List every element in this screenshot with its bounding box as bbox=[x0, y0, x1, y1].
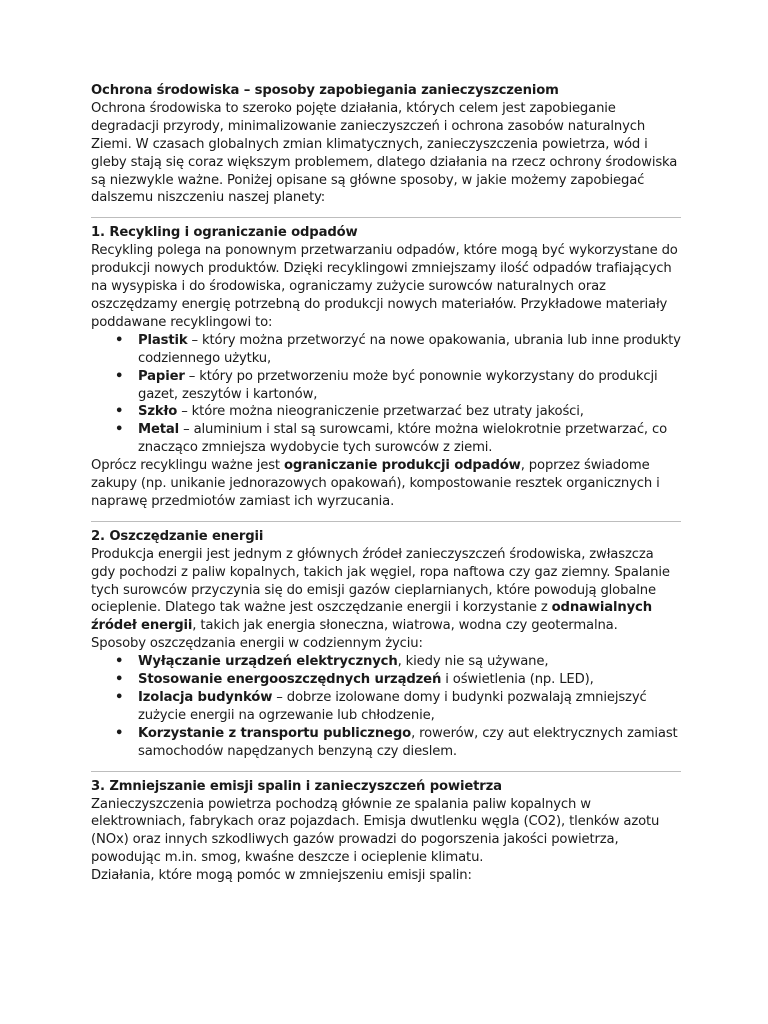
document-title: Ochrona środowiska – sposoby zapobiegania zanieczyszczeniom bbox=[91, 83, 559, 98]
list-item-text: – który można przetworzyć na nowe opakowania, ubrania lub inne produkty codziennego użytku, bbox=[138, 332, 681, 366]
section-divider bbox=[91, 771, 681, 772]
waste-reduction-paragraph bbox=[91, 457, 681, 511]
paragraph-text: , poprzez świadome zakupy (np. unikanie jednorazowych opakowań), kompostowanie resztek organicznych i naprawę przedmiotów zamiast ich wyrzucania. bbox=[91, 458, 660, 509]
recycling-paragraph: Recykling polega na ponownym przetwarzaniu odpadów, które mogą być wykorzystane do produkcji nowych produktów. Dzięki recyklingowi zmniejszamy ilość odpadów trafiających na wysypiska i do środowiska, ograniczamy zużycie surowców naturalnych oraz oszczędzamy energię potrzebną do produkcji nowych materiałów. Przykładowe materiały poddawane recyklingowi to: bbox=[91, 243, 678, 330]
section-heading-energy: 2. Oszczędzanie energii bbox=[91, 528, 264, 544]
list-item bbox=[138, 653, 681, 671]
list-item bbox=[138, 332, 681, 368]
list-item-text: , kiedy nie są używane, bbox=[397, 654, 549, 670]
intro-paragraph: Ochrona środowiska to szeroko pojęte działania, których celem jest zapobieganie degradacji przyrody, minimalizowanie zanieczyszczeń i ochrona zasobów naturalnych Ziemi. W czasach globalnych zmian klimatycznych, zanieczyszczenia powietrza, wód i gleby stają się coraz większym problemem, dlatego działania na rzecz ochrony środowiska są niezwykle ważne. Poniżej opisane są główne sposoby, w jakie możemy zapobiegać dalszemu niszczeniu naszej planety: bbox=[91, 100, 678, 206]
list-item-term: Stosowanie energooszczędnych urządzeń bbox=[138, 672, 442, 688]
list-item-term: Wyłączanie urządzeń elektrycznych bbox=[138, 654, 398, 670]
list-item-term: Metal bbox=[138, 422, 180, 438]
energy-saving-list bbox=[91, 653, 681, 760]
list-item-term: Papier bbox=[138, 368, 185, 384]
list-item bbox=[138, 689, 681, 725]
paragraph-text: Oprócz recyklingu ważne jest bbox=[91, 458, 284, 474]
recycling-materials-list bbox=[91, 332, 681, 457]
list-item bbox=[138, 368, 681, 404]
emphasis-text: odnawialnych źródeł energii bbox=[91, 600, 652, 634]
list-item-term: Izolacja budynków bbox=[138, 690, 273, 705]
list-item-text: – dobrze izolowane domy i budynki pozwalają zmniejszyć zużycie energii na ogrzewanie lub chłodzenie, bbox=[138, 690, 647, 723]
list-item-text: – które można nieograniczenie przetwarzać bez utraty jakości, bbox=[177, 404, 584, 420]
section-heading-recycling: 1. Recykling i ograniczanie odpadów bbox=[91, 225, 358, 241]
section-heading-emissions: 3. Zmniejszanie emisji spalin i zanieczyszczeń powietrza bbox=[91, 778, 502, 794]
document-page bbox=[91, 82, 681, 885]
paragraph-text: Produkcja energii jest jednym z głównych źródeł zanieczyszczeń środowiska, zwłaszcza gdy pochodzi z paliw kopalnych, takich jak węgiel, ropa naftowa czy gaz ziemny. Spalanie tych surowców przyczynia się do emisji gazów cieplarnianych, które powodują globalne ocieplenie. Dlatego tak ważne jest oszczędzanie energii i korzystanie z bbox=[91, 546, 670, 616]
list-item bbox=[138, 421, 681, 457]
emissions-list-intro: Działania, które mogą pomóc w zmniejszeniu emisji spalin: bbox=[91, 868, 472, 884]
paragraph-text: , takich jak energia słoneczna, wiatrowa, wodna czy geotermalna. bbox=[192, 618, 618, 634]
emphasis-text: ograniczanie produkcji odpadów bbox=[283, 458, 521, 474]
emissions-paragraph: Zanieczyszczenia powietrza pochodzą głównie ze spalania paliw kopalnych w elektrowniach, fabrykach oraz pojazdach. Emisja dwutlenku węgla (CO2), tlenków azotu (NOx) oraz innych szkodliwych gazów prowadzi do pogorszenia jakości powietrza, powodując m.in. smog, kwaśne deszcze i ocieplenie klimatu. bbox=[91, 796, 660, 866]
list-item-text: – aluminium i stal są surowcami, które można wielokrotnie przetwarzać, co znacząco zmniejsza wydobycie tych surowców z ziemi. bbox=[138, 422, 668, 456]
list-item-term: Plastik bbox=[138, 332, 188, 348]
list-item bbox=[138, 671, 681, 689]
energy-paragraph bbox=[91, 546, 681, 636]
list-item bbox=[138, 403, 681, 421]
list-item-text: , rowerów, czy aut elektrycznych zamiast samochodów napędzanych benzyną czy dieslem. bbox=[138, 725, 678, 759]
list-item-term: Korzystanie z transportu publicznego bbox=[138, 725, 412, 741]
energy-list-intro: Sposoby oszczędzania energii w codziennym życiu: bbox=[91, 636, 423, 652]
list-item-text: – który po przetworzeniu może być ponownie wykorzystany do produkcji gazet, zeszytów i kartonów, bbox=[138, 368, 658, 402]
section-divider bbox=[91, 217, 681, 218]
list-item-text: i oświetlenia (np. LED), bbox=[441, 672, 594, 688]
list-item-term: Szkło bbox=[138, 404, 178, 420]
section-divider bbox=[91, 521, 681, 522]
list-item bbox=[138, 725, 681, 761]
